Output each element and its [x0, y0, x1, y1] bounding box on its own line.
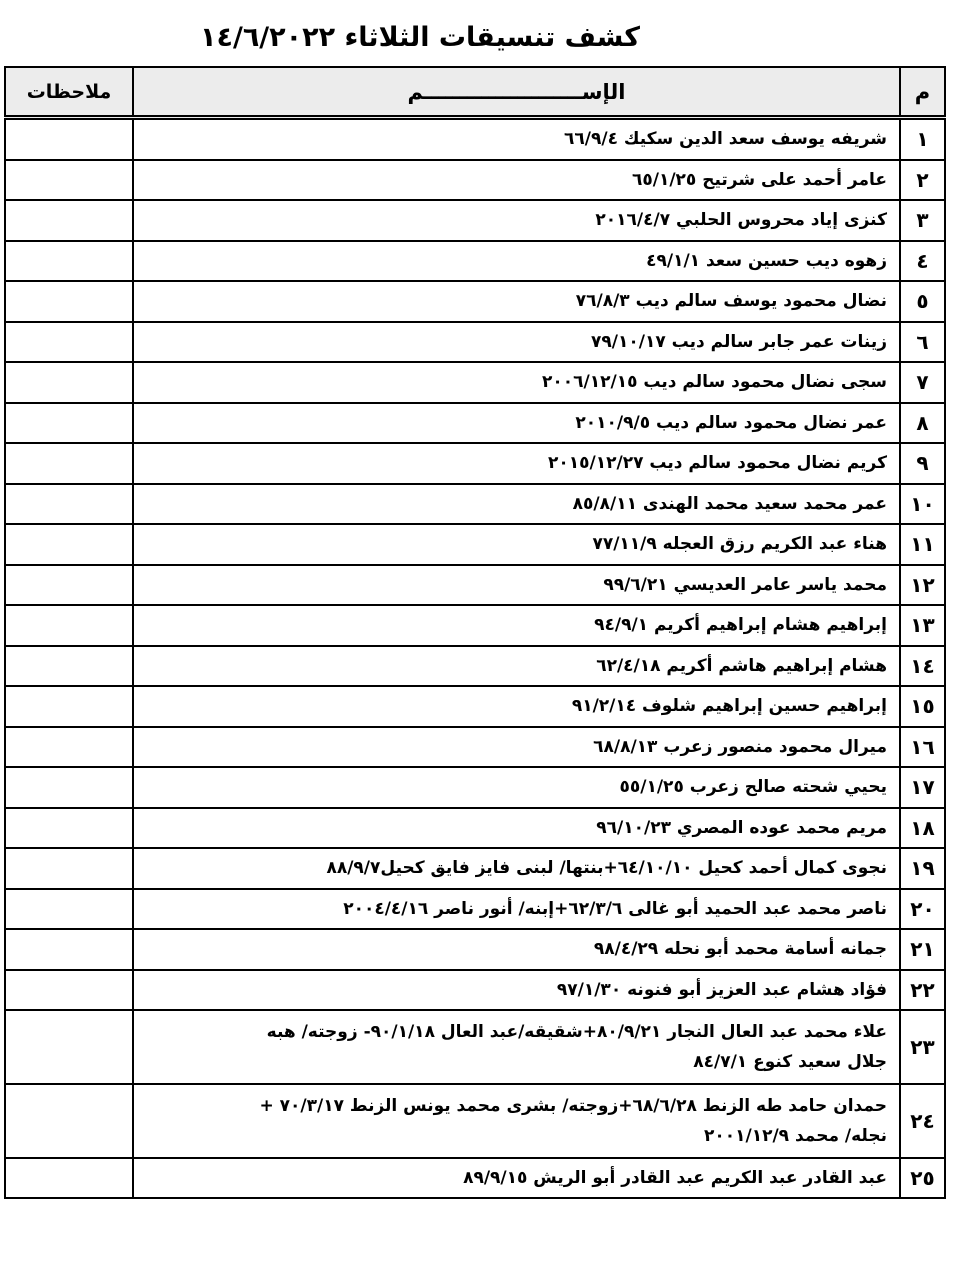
row-notes — [5, 767, 133, 808]
row-name-cell — [133, 929, 900, 970]
row-notes — [5, 484, 133, 525]
row-notes — [5, 808, 133, 849]
row-name: سجى نضال محمود سالم ديب ٢٠٠٦/١٢/١٥ — [542, 372, 887, 393]
table-row — [5, 322, 945, 363]
row-name-cell — [133, 565, 900, 606]
table-row — [5, 118, 945, 160]
row-name: نضال محمود يوسف سالم ديب ٧٦/٨/٣ — [575, 291, 887, 312]
row-name-cell — [133, 808, 900, 849]
row-name: علاء محمد عبد العال النجار ٨٠/٩/٢١+شقيقه/عبد العال ٩٠/١/١٨- زوجته/ هبه جلال سعيد كنوع ٨٤/٧/١ — [266, 1022, 887, 1072]
names-table — [4, 66, 946, 1199]
row-number: ٢ — [900, 160, 945, 201]
row-name-cell — [133, 484, 900, 525]
table-row — [5, 808, 945, 849]
row-number: ٤ — [900, 241, 945, 282]
table-row — [5, 848, 945, 889]
table-row — [5, 160, 945, 201]
row-notes — [5, 443, 133, 484]
row-number: ٩ — [900, 443, 945, 484]
row-number: ١٢ — [900, 565, 945, 606]
row-notes — [5, 403, 133, 444]
row-number: ٢٤ — [900, 1084, 945, 1158]
row-notes — [5, 565, 133, 606]
row-notes — [5, 727, 133, 768]
row-notes — [5, 362, 133, 403]
row-name-cell — [133, 322, 900, 363]
row-notes — [5, 929, 133, 970]
row-name-cell — [133, 118, 900, 160]
row-name: جمانه أسامة محمد أبو نحله ٩٨/٤/٢٩ — [593, 939, 887, 960]
table-row — [5, 686, 945, 727]
row-notes — [5, 241, 133, 282]
row-name-cell — [133, 605, 900, 646]
row-name: ميرال محمود منصور زعرب ٦٨/٨/١٣ — [593, 736, 887, 757]
row-number: ١٨ — [900, 808, 945, 849]
row-name: كريم نضال محمود سالم ديب ٢٠١٥/١٢/٢٧ — [548, 453, 887, 474]
row-notes — [5, 605, 133, 646]
row-name: ناصر محمد عبد الحميد أبو غالى ٦٢/٣/٦+إبنه/ أنور ناصر ٢٠٠٤/٤/١٦ — [343, 898, 887, 919]
row-name: عمر نضال محمود سالم ديب ٢٠١٠/٩/٥ — [575, 412, 887, 433]
name-column-header: الإســــــــــــــــــــــم — [133, 67, 900, 118]
table-row — [5, 524, 945, 565]
row-name-cell — [133, 160, 900, 201]
row-name: زينات عمر جابر سالم ديب ٧٩/١٠/١٧ — [591, 331, 887, 352]
table-row — [5, 1084, 945, 1158]
row-name: عمر محمد سعيد محمد الهندى ٨٥/٨/١١ — [572, 493, 887, 514]
row-number: ٢٠ — [900, 889, 945, 930]
row-number: ٦ — [900, 322, 945, 363]
row-number: ٨ — [900, 403, 945, 444]
row-number: ١٩ — [900, 848, 945, 889]
row-name: محمد ياسر عامر العديسي ٩٩/٦/٢١ — [603, 574, 887, 595]
table-row — [5, 484, 945, 525]
row-notes — [5, 281, 133, 322]
table-row — [5, 403, 945, 444]
row-name: عبد القادر عبد الكريم عبد القادر أبو الريش ٨٩/٩/١٥ — [463, 1168, 887, 1188]
row-name-cell — [133, 848, 900, 889]
row-notes — [5, 524, 133, 565]
row-name-cell — [133, 443, 900, 484]
row-name: هشام إبراهيم هاشم أكريم ٦٢/٤/١٨ — [596, 655, 887, 676]
table-row — [5, 767, 945, 808]
row-number: ٢١ — [900, 929, 945, 970]
row-number: ١٤ — [900, 646, 945, 687]
row-number: ٥ — [900, 281, 945, 322]
row-number: ٢٢ — [900, 970, 945, 1011]
row-number: ٢٣ — [900, 1010, 945, 1084]
row-number: ١٧ — [900, 767, 945, 808]
row-name: إبراهيم حسين إبراهيم شلوف ٩١/٢/١٤ — [571, 696, 887, 717]
row-name-cell — [133, 1158, 900, 1198]
row-number: ١٣ — [900, 605, 945, 646]
table-row — [5, 200, 945, 241]
row-name-cell — [133, 1010, 900, 1084]
number-column-header: م — [900, 67, 945, 118]
table-row — [5, 929, 945, 970]
table-row — [5, 281, 945, 322]
row-number: ١ — [900, 118, 945, 160]
row-notes — [5, 1084, 133, 1158]
row-name-cell — [133, 970, 900, 1011]
table-row — [5, 727, 945, 768]
row-name-cell — [133, 281, 900, 322]
row-notes — [5, 1158, 133, 1198]
table-row — [5, 565, 945, 606]
row-name: فؤاد هشام عبد العزيز أبو فنونه ٩٧/١/٣٠ — [556, 979, 887, 1000]
table-row — [5, 443, 945, 484]
row-name: نجوى كمال أحمد كحيل ٦٤/١٠/١٠+بنتها/ لبنى فايز فايق كحيل٨٨/٩/٧ — [326, 858, 887, 879]
row-notes — [5, 200, 133, 241]
document-title: كشف تنسيقات الثلاثاء ١٤/٦/٢٠٢٢ — [200, 22, 640, 53]
row-notes — [5, 848, 133, 889]
row-notes — [5, 646, 133, 687]
row-name-cell — [133, 727, 900, 768]
row-name-cell — [133, 889, 900, 930]
row-name-cell — [133, 646, 900, 687]
row-notes — [5, 970, 133, 1011]
table-row — [5, 646, 945, 687]
notes-column-header: ملاحظات — [5, 67, 133, 118]
row-number: ١١ — [900, 524, 945, 565]
row-notes — [5, 160, 133, 201]
row-name: إبراهيم هشام إبراهيم أكريم ٩٤/٩/١ — [594, 615, 887, 636]
row-name-cell — [133, 1084, 900, 1158]
row-name: مريم محمد عوده المصري ٩٦/١٠/٢٣ — [596, 817, 887, 838]
row-name: يحيي شحته صالح زعرب ٥٥/١/٢٥ — [619, 777, 887, 798]
table-row — [5, 362, 945, 403]
row-notes — [5, 322, 133, 363]
row-number: ١٠ — [900, 484, 945, 525]
row-number: ٧ — [900, 362, 945, 403]
table-row — [5, 1158, 945, 1198]
row-name: شريفه يوسف سعد الدين سكيك ٦٦/٩/٤ — [564, 129, 887, 150]
table-row — [5, 241, 945, 282]
row-name: زهوه ديب حسين سعد ٤٩/١/١ — [646, 250, 887, 271]
row-notes — [5, 1010, 133, 1084]
row-name-cell — [133, 686, 900, 727]
row-name-cell — [133, 200, 900, 241]
row-number: ١٦ — [900, 727, 945, 768]
row-name-cell — [133, 362, 900, 403]
row-number: ٣ — [900, 200, 945, 241]
table-row — [5, 605, 945, 646]
row-notes — [5, 889, 133, 930]
row-number: ٢٥ — [900, 1158, 945, 1198]
row-name-cell — [133, 767, 900, 808]
row-name-cell — [133, 403, 900, 444]
row-name: كنزى إياد محروس الحلبي ٢٠١٦/٤/٧ — [595, 210, 887, 231]
row-name-cell — [133, 524, 900, 565]
table-row — [5, 889, 945, 930]
row-number: ١٥ — [900, 686, 945, 727]
row-name: حمدان حامد طه الزنط ٦٨/٦/٢٨+زوجته/ بشرى محمد يونس الزنط ٧٠/٣/١٧ + نجله/ محمد ٢٠٠١/١٢/٩ — [259, 1096, 887, 1146]
row-name: هناء عبد الكريم رزق العجله ٧٧/١١/٩ — [592, 534, 887, 555]
row-notes — [5, 686, 133, 727]
row-notes — [5, 118, 133, 160]
table-header-row — [5, 67, 945, 118]
table-row — [5, 1010, 945, 1084]
table-row — [5, 970, 945, 1011]
row-name: عامر أحمد على شرتيح ٦٥/١/٢٥ — [632, 169, 887, 190]
row-name-cell — [133, 241, 900, 282]
